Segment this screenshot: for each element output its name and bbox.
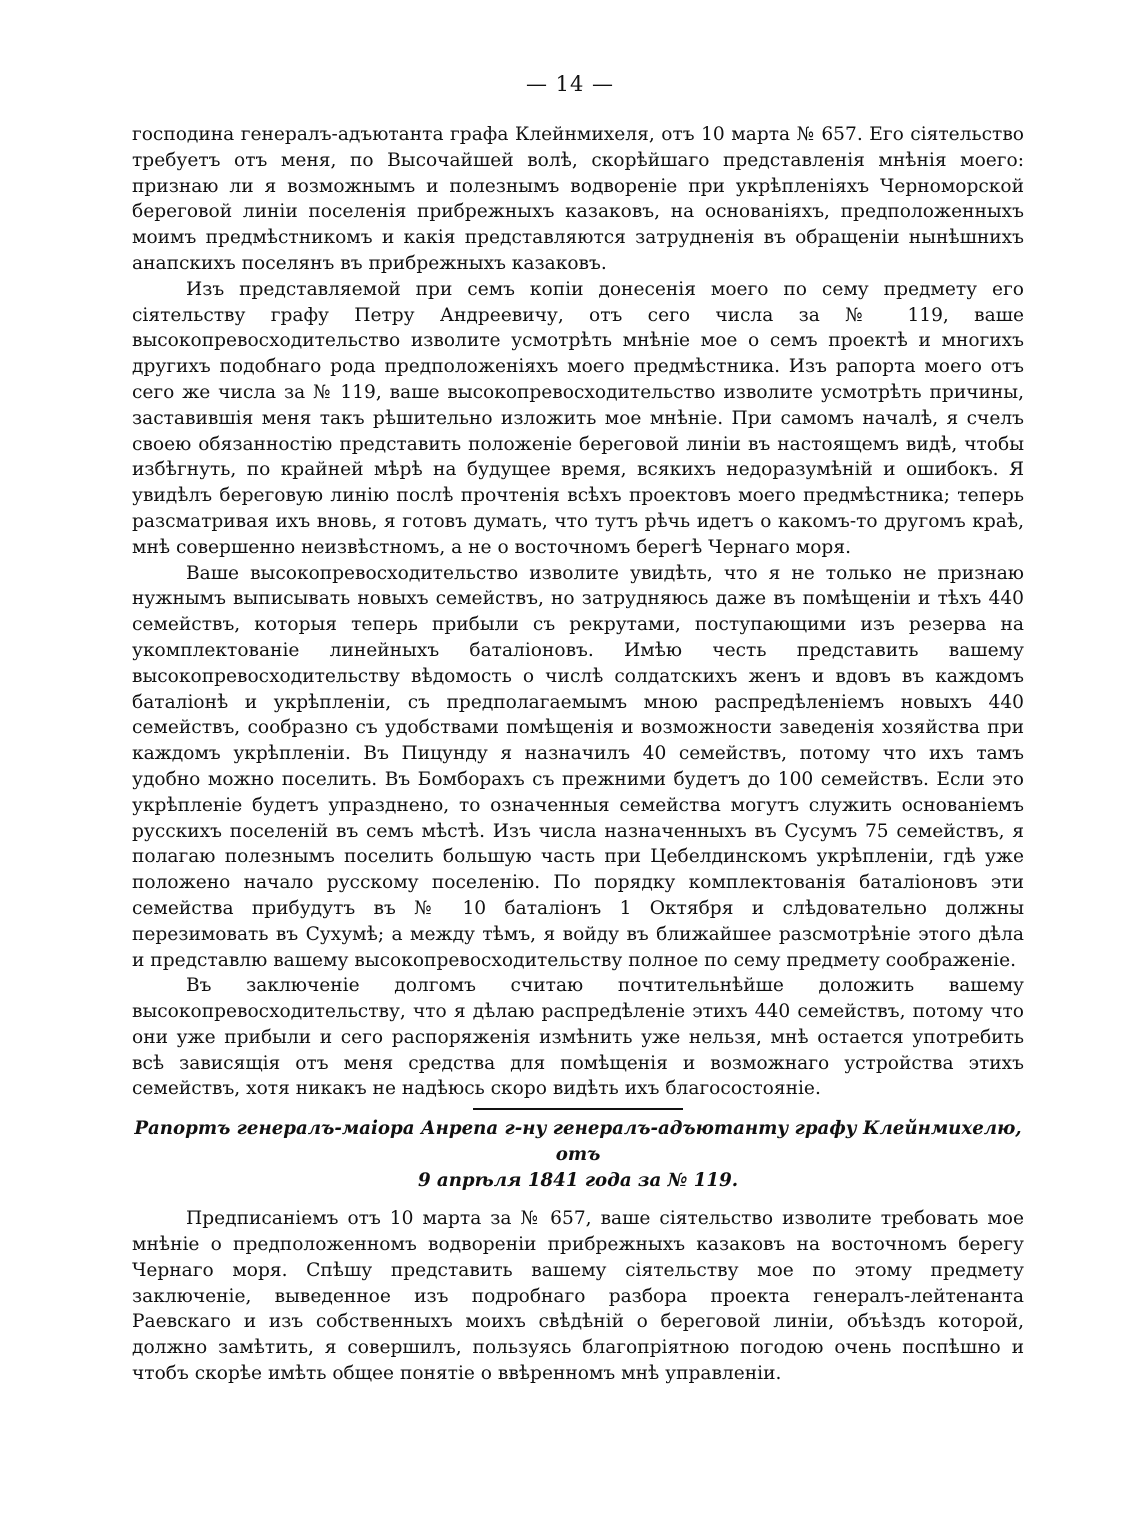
page-body <box>132 122 1024 1387</box>
paragraph-copy-report: Изъ представляемой при семъ копіи донесенія моего по сему предмету его сіятельству графу Петру Андреевичу, отъ сего числа за № 119, ваше высокопревосходительство изволите усмотрѣть мнѣніе мое о семъ проектѣ и многихъ другихъ подобнаго рода предположеніяхъ моего предмѣстника. Изъ рапорта моего отъ сего же числа за № 119, ваше высокопревосходительство изволите усмотрѣть причины, заставившія меня такъ рѣшительно изложить мое мнѣніе. При самомъ началѣ, я счелъ своею обязанностію представить положеніе береговой линіи въ настоящемъ видѣ, чтобы избѣгнуть, по крайней мѣрѣ на будущее время, всякихъ недоразумѣній и ошибокъ. Я увидѣлъ береговую линію послѣ прочтенія всѣхъ проектовъ моего предмѣстника; теперь разсматривая ихъ вновь, я готовъ думать, что тутъ рѣчь идетъ о какомъ-то другомъ краѣ, мнѣ совершенно неизвѣстномъ, а не о восточномъ берегѣ Чернаго моря. <box>132 278 1024 558</box>
page-number: — 14 — <box>525 72 615 96</box>
paragraph-families: Ваше высокопревосходительство изволите увидѣть, что я не только не признаю нужнымъ выписывать новыхъ семействъ, но затрудняюсь даже въ помѣщеніи и тѣхъ 440 семействъ, которыя теперь прибыли съ рекрутами, поступающими изъ резерва на укомплектованіе линейныхъ баталіоновъ. Имѣю честь представить вашему высокопревосходительству вѣдомость о числѣ солдатскихъ женъ и вдовъ въ каждомъ баталіонѣ и укрѣпленіи, съ предполагаемымъ мною распредѣленіемъ новыхъ 440 семействъ, сообразно съ удобствами помѣщенія и возможности заведенія хозяйства при каждомъ укрѣпленіи. Въ Пицунду я назначилъ 40 семействъ, потому что ихъ тамъ удобно можно поселить. Въ Бомборахъ съ прежними будетъ до 100 семействъ. Если это укрѣпленіе будетъ упразднено, то означенныя семейства могутъ служить основаніемъ русскихъ поселеній въ семъ мѣстѣ. Изъ числа назначенныхъ въ Сусумъ 75 семействъ, я полагаю полезнымъ поселить большую часть при Цебелдинскомъ укрѣпленіи, гдѣ уже положено начало русскому поселенію. По порядку комплектованія баталіоновъ эти семейства прибудутъ въ № 10 баталіонъ 1 Октября и слѣдовательно должны перезимовать въ Сухумѣ; а между тѣмъ, я войду въ ближайшее разсмотрѣніе этого дѣла и представлю вашему высокопревосходительству полное по сему предмету соображеніе. <box>132 562 1024 971</box>
section-heading <box>132 1116 1024 1194</box>
paragraph-report-body: Предписаніемъ отъ 10 марта за № 657, ваше сіятельство изволите требовать мое мнѣніе о предположенномъ водвореніи прибрежныхъ казаковъ на восточномъ берегу Чернаго моря. Спѣшу представить вашему сіятельству мое по этому предмету заключеніе, выведенное изъ подробнаго разбора проекта генералъ-лейтенанта Раевскаго и изъ собственныхъ моихъ свѣдѣній о береговой линіи, объѣздъ которой, должно замѣтить, я совершилъ, пользуясь благопріятною погодою очень поспѣшно и чтобъ скорѣе имѣть общее понятіе о ввѣренномъ мнѣ управленіи. <box>132 1208 1024 1385</box>
section-divider <box>473 1108 683 1110</box>
section-heading-line-1: Рапортъ генералъ-маіора Анрепа г-ну генералъ-адъютанту графу Клейнмихелю, отъ <box>134 1118 1022 1166</box>
section-heading-line-2: 9 апрѣля 1841 года за № 119. <box>417 1170 739 1192</box>
paragraph-conclusion: Въ заключеніе долгомъ считаю почтительнѣйше доложить вашему высокопревосходительству, что я дѣлаю распредѣленіе этихъ 440 семействъ, потому что они уже прибыли и сего распоряженія измѣнить уже нельзя, мнѣ остается употребить всѣ зависящія отъ меня средства для помѣщенія и возможнаго устройства этихъ семействъ, хотя никакъ не надѣюсь скоро видѣть ихъ благосостояніе. <box>132 975 1024 1100</box>
paragraph-continuation: господина генералъ-адъютанта графа Клейнмихеля, отъ 10 марта № 657. Его сіятельство требуетъ отъ меня, по Высочайшей волѣ, скорѣйшаго представленія мнѣнія моего: признаю ли я возможнымъ и полезнымъ водвореніе при укрѣпленіяхъ Черноморской береговой линіи поселенія прибрежныхъ казаковъ, на основаніяхъ, предположенныхъ моимъ предмѣстникомъ и какія представляются затрудненія въ обращеніи нынѣшнихъ анапскихъ поселянъ въ прибрежныхъ казаковъ. <box>132 124 1024 274</box>
